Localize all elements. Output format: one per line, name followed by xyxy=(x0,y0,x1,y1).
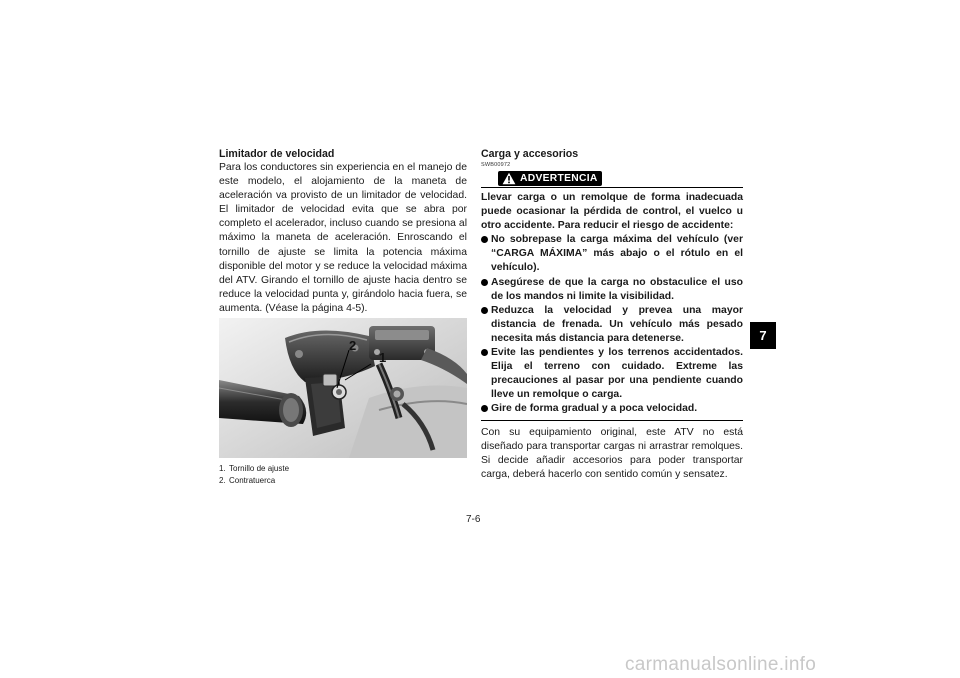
warning-header xyxy=(481,171,743,188)
caption-number: 2. xyxy=(219,475,226,485)
warning-rule xyxy=(481,187,743,188)
figure-captions xyxy=(219,463,467,486)
list-item xyxy=(481,276,743,304)
list-item xyxy=(481,233,743,275)
section-heading-cargo: Carga y accesorios xyxy=(481,148,579,160)
list-item-text: Gire de forma gradual y a poca velocidad. xyxy=(491,403,698,415)
chapter-tab: 7 xyxy=(750,322,776,349)
throttle-photo-drawing xyxy=(219,318,467,458)
list-item-text: No sobrepase la carga máxima del vehículo (ver “CARGA MÁXIMA” más abajo o el rótulo en el vehículo). xyxy=(491,234,743,274)
speed-limiter-paragraph: Para los conductores sin experiencia en el manejo de este modelo, el alojamiento de la maneta de aceleración va provisto de un limitador de velocidad. El limitador de velocidad evita que se abra por completo el acelerador, incluso cuando se presiona al máximo la maneta de aceleración. Enroscando el tornillo de ajuste se limita la potencia máxima disponible del motor y se reduce la velocidad máxima del ATV. Girando el tornillo de ajuste hacia dentro se reduce la velocidad punta y, girándolo hacia fuera, se aumenta. (Véase la página 4-5). xyxy=(219,162,467,314)
caption-text: Tornillo de ajuste xyxy=(229,464,290,473)
cargo-paragraph: Con su equipamiento original, este ATV no está diseñado para transportar cargas ni arrastrar remolques. Si decide añadir accesorios para poder transportar carga, deberá hacerlo con sentido común y sensatez. xyxy=(481,426,743,480)
document-code: SWB00972 xyxy=(481,162,511,168)
list-item-text: Reduzca la velocidad y prevea una mayor distancia de frenada. Un vehículo más pesado necesita más distancia para detenerse. xyxy=(491,304,743,344)
caption-row xyxy=(219,475,467,487)
left-column xyxy=(219,148,467,316)
section-heading-speed-limiter: Limitador de velocidad xyxy=(219,148,335,160)
bullet-dot-icon xyxy=(481,307,488,314)
warning-badge xyxy=(498,171,602,186)
page-number: 7-6 xyxy=(466,514,481,525)
warning-end-rule xyxy=(481,420,743,421)
bullet-dot-icon xyxy=(481,279,488,286)
caption-text: Contratuerca xyxy=(229,475,276,485)
right-column xyxy=(481,148,743,482)
bullet-dot-icon xyxy=(481,405,488,412)
list-item xyxy=(481,346,743,402)
list-item-text: Asegúrese de que la carga no obstaculice el uso de los mandos ni limite la visibilidad. xyxy=(491,276,743,302)
list-item-text: Evite las pendientes y los terrenos accidentados. Elija el terreno con cuidado. Extreme las precauciones al pasar por una pendiente cuando lleve un remolque o carga. xyxy=(491,347,743,401)
warning-bullet-list xyxy=(481,233,743,416)
throttle-photo xyxy=(219,318,467,458)
warning-triangle-icon xyxy=(502,172,516,185)
list-item xyxy=(481,402,743,416)
warning-label: ADVERTENCIA xyxy=(520,173,598,184)
warning-intro: Llevar carga o un remolque de forma inadecuada puede ocasionar la pérdida de control, el vuelco u otro accidente. Para reducir el riesgo de accidente: xyxy=(481,192,743,232)
watermark: carmanualsonline.info xyxy=(625,654,817,675)
figure-label-1: 1 xyxy=(379,350,387,365)
caption-number: 1. xyxy=(219,464,226,473)
bullet-dot-icon xyxy=(481,236,488,243)
bullet-dot-icon xyxy=(481,349,488,356)
figure-label-2: 2 xyxy=(349,338,357,353)
caption-row xyxy=(219,463,467,475)
list-item xyxy=(481,304,743,346)
